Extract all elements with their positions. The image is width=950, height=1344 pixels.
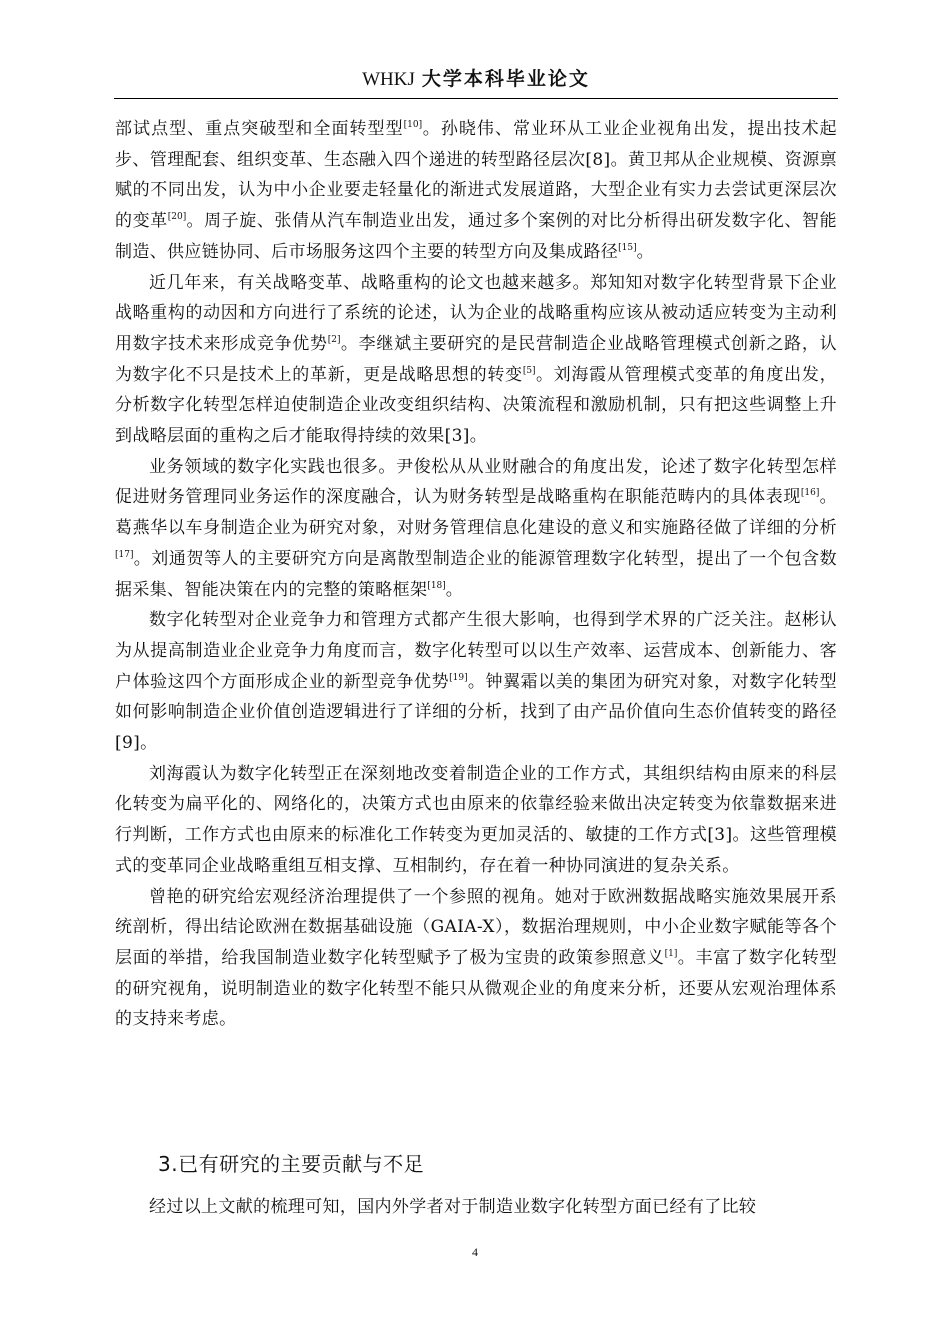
paragraph-text: 数字化转型对企业竞争力和管理方式都产生很大影响，也得到学术界的广泛关注。赵彬认为从提高制造业企业竞争力角度而言，数字化转型可以以生产效率、运营成本、创新能力、客户体验这四个方面形成企业的新型竞争优势: [115, 610, 837, 692]
header-divider: [114, 98, 838, 99]
section-heading: 3.已有研究的主要贡献与不足: [158, 1152, 425, 1176]
paragraph-text: 曾艳的研究给宏观经济治理提供了一个参照的视角。她对于欧洲数据战略实施效果展开系统剖析，得出结论欧洲在数据基础设施（GAIA-X），数据治理规则，中小企业数字赋能等各个层面的举措，给我国制造业数字化转型赋予了极为宝贵的政策参照意义: [115, 886, 837, 968]
citation-superscript: [19]: [449, 672, 468, 683]
paragraph-text: 。周子旋、张倩从汽车制造业出发，通过多个案例的对比分析得出研发数字化、智能制造、供应链协同、后市场服务这四个主要的转型方向及集成路径: [115, 211, 837, 262]
header-title: 大学本科毕业论文: [421, 68, 590, 90]
body-text: [115, 114, 837, 1035]
paragraph-text: 。葛燕华以车身制造企业为研究对象，对财务管理信息化建设的意义和实施路径做了详细的分析: [115, 487, 837, 539]
paragraph-text: 。刘海霞从管理模式变革的角度出发，分析数字化转型怎样迫使制造企业改变组织结构、决策流程和激励机制，只有把这些调整上升到战略层面的重构之后才能取得持续的效果[3]。: [115, 364, 837, 447]
header-logo: WHKJ: [362, 69, 415, 90]
paragraph-text: 。李继斌主要研究的是民营制造企业战略管理模式创新之路，认为数字化不只是技术上的革新，更是战略思想的转变: [115, 333, 837, 385]
body-paragraph: [115, 114, 837, 268]
page-number: 4: [472, 1245, 478, 1259]
citation-superscript: [16]: [800, 488, 820, 499]
citation-superscript: [2]: [327, 334, 341, 345]
body-paragraph: [115, 759, 837, 882]
page-header: [115, 66, 837, 93]
citation-superscript: [17]: [115, 549, 134, 560]
citation-superscript: [5]: [522, 365, 536, 376]
citation-superscript: [10]: [403, 120, 423, 130]
paragraph-text: 。丰富了数字化转型的研究视角，说明制造业的数字化转型不能只从微观企业的角度来分析，还要从宏观治理体系的支持来考虑。: [115, 947, 837, 1030]
citation-superscript: [20]: [167, 212, 187, 223]
body-paragraph: [115, 268, 837, 452]
citation-superscript: [1]: [664, 948, 678, 959]
citation-superscript: [18]: [427, 580, 446, 591]
body-paragraph: [115, 452, 837, 606]
paragraph-text: 近几年来，有关战略变革、战略重构的论文也越来越多。郑知知对数字化转型背景下企业战略重构的动因和方向进行了系统的论述，认为企业的战略重构应该从被动适应转变为主动利用数字技术来形成竞争优势: [115, 272, 837, 354]
paragraph-text: 。: [636, 241, 654, 262]
paragraph-text: 部试点型、重点突破型和全面转型型: [115, 119, 404, 139]
citation-superscript: [15]: [618, 242, 637, 253]
paragraph-text: 。: [445, 579, 464, 600]
paragraph-text: 。钟翼霜以美的集团为研究对象，对数字化转型如何影响制造企业价值创造逻辑进行了详细的分析，找到了由产品价值向生态价值转变的路径[9]。: [115, 671, 837, 754]
paragraph-text: 。刘通贺等人的主要研究方向是离散型制造企业的能源管理数字化转型，提出了一个包含数据采集、智能决策在内的完整的策略框架: [115, 548, 837, 600]
body-paragraph: [115, 882, 837, 1036]
paragraph-text: 。孙晓伟、常业环从工业企业视角出发，提出技术起步、管理配套、组织变革、生态融入四个递进的转型路径层次[8]。黄卫邦从企业规模、资源禀赋的不同出发，认为中小企业要走轻量化的渐进式发展道路，大型企业有实力去尝试更深层次的变革: [115, 119, 837, 232]
paragraph-text: 业务领域的数字化实践也很多。尹俊松从从业财融合的角度出发，论述了数字化转型怎样促进财务管理同业务运作的深度融合，认为财务转型是战略重构在职能范畴内的具体表现: [115, 456, 837, 508]
paragraph-text: 刘海霞认为数字化转型正在深刻地改变着制造企业的工作方式，其组织结构由原来的科层化转变为扁平化的、网络化的，决策方式也由原来的依靠经验来做出决定转变为依靠数据来进行判断，工作方式也由原来的标准化工作转变为更加灵活的、敏捷的工作方式[3]。这些管理模式的变革同企业战略重组互相支撑、互相制约，存在着一种协同演进的复杂关系。: [115, 763, 837, 876]
body-paragraph: [115, 605, 837, 759]
body-paragraph: 经过以上文献的梳理可知，国内外学者对于制造业数字化转型方面已经有了比较: [149, 1197, 757, 1217]
